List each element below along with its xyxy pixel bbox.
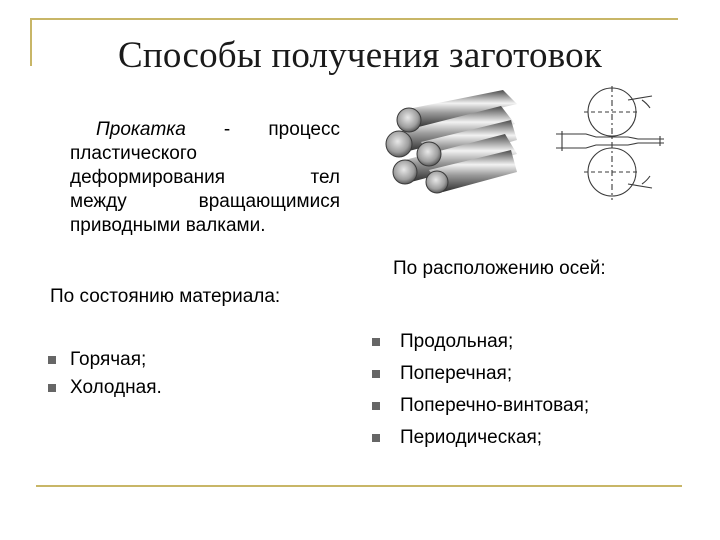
square-bullet-icon — [372, 402, 380, 410]
definition-line-5: приводными валками. — [70, 215, 266, 236]
definition-line-1-rest: - процесс — [185, 119, 340, 140]
axis-position-list — [370, 326, 589, 454]
list-item — [370, 326, 589, 358]
square-bullet-icon — [372, 370, 380, 378]
square-bullet-icon — [48, 384, 56, 392]
list-item-label: Продольная; — [400, 331, 514, 352]
list-item — [370, 390, 589, 422]
definition-paragraph — [70, 118, 340, 238]
list-item — [48, 346, 162, 374]
material-state-list — [48, 346, 162, 402]
list-item — [370, 422, 589, 454]
definition-line-2: пластического — [70, 143, 197, 164]
definition-line-3: деформирования тел — [70, 167, 340, 188]
square-bullet-icon — [372, 338, 380, 346]
definition-line-4: между вращающимися — [70, 191, 340, 212]
material-state-heading: По состоянию материала: — [50, 286, 281, 307]
metal-bars-photo — [383, 90, 517, 196]
list-item-label: Поперечная; — [400, 363, 513, 384]
list-item-label: Периодическая; — [400, 427, 543, 448]
list-item — [48, 374, 162, 402]
list-item-label: Горячая; — [70, 349, 147, 370]
square-bullet-icon — [48, 356, 56, 364]
list-item-label: Поперечно-винтовая; — [400, 395, 590, 416]
rolling-mill-diagram — [556, 86, 664, 204]
frame-top-rule — [30, 18, 678, 20]
definition-line-1 — [70, 118, 340, 142]
axis-position-heading: По расположению осей: — [393, 258, 606, 279]
square-bullet-icon — [372, 434, 380, 442]
list-item — [370, 358, 589, 390]
frame-bottom-rule — [36, 485, 682, 487]
list-item-label: Холодная. — [70, 377, 162, 398]
definition-term: Прокатка — [96, 119, 186, 140]
slide-title: Способы получения заготовок — [117, 35, 602, 76]
